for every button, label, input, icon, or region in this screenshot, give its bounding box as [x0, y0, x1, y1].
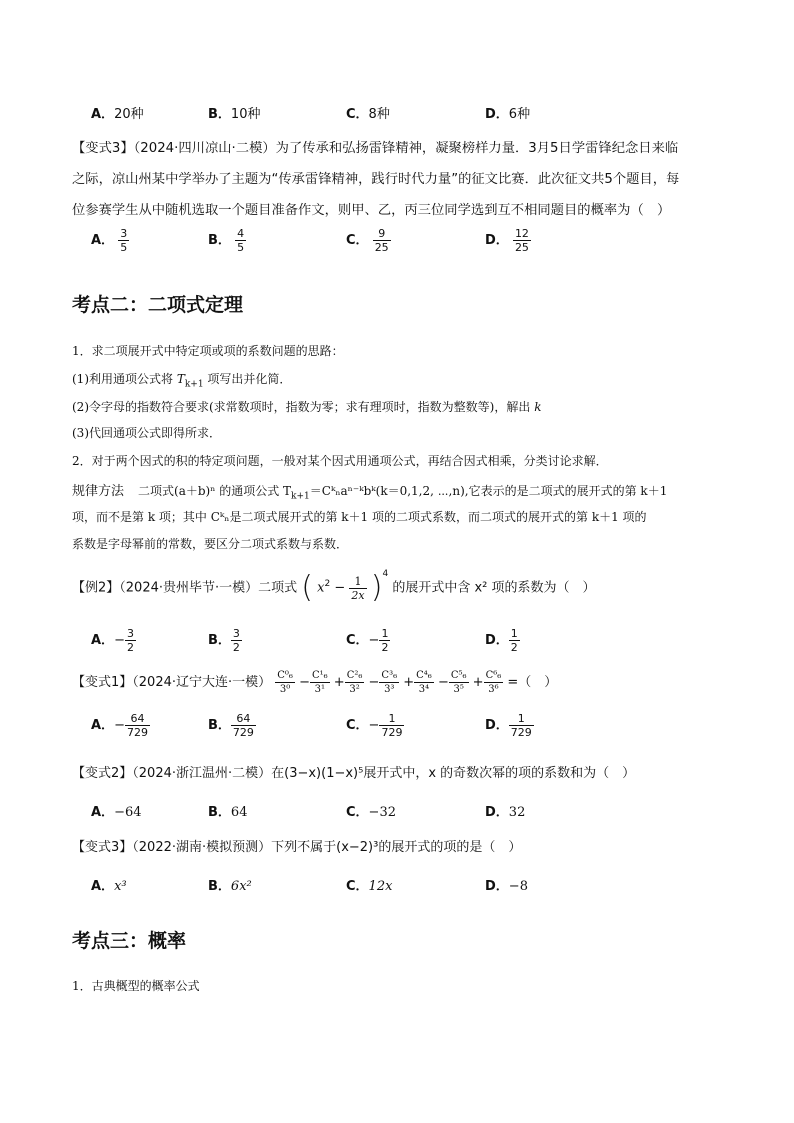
sign: − — [114, 633, 125, 648]
option-text: −8 — [508, 879, 528, 894]
fraction — [484, 669, 504, 696]
denominator: 2 — [510, 641, 518, 654]
math-op: + — [403, 675, 415, 690]
option-letter: B． — [208, 107, 231, 122]
numerator: 1 — [379, 712, 404, 726]
option-letter: C． — [346, 233, 369, 248]
fraction — [414, 669, 434, 696]
numerator: 12 — [514, 227, 529, 240]
option-text: 10种 — [230, 107, 261, 122]
variant1-option-a — [91, 712, 150, 739]
text-run: (1)利用通项公式将 — [72, 372, 177, 386]
denominator: 3⁶ — [488, 684, 499, 695]
denominator: 3¹ — [314, 684, 325, 695]
rule-label: 规律方法 — [72, 484, 125, 499]
section2-p5: 2．对于两个因式的积的特定项问题，一般对某个因式用通项公式，再结合因式相乘，分类讨论求解． — [72, 454, 608, 468]
variant3a-line3: 位参赛学生从中随机选取一个题目准备作文，则甲、乙，丙三位同学选到互不相同题目的概率为（ ） — [72, 203, 671, 218]
variant2-option-b — [208, 801, 247, 820]
option-text: −32 — [368, 805, 396, 820]
option-letter: C． — [346, 805, 369, 820]
option-text: x³ — [114, 879, 127, 894]
variant3a-option-a — [91, 227, 129, 254]
fraction — [373, 227, 391, 254]
option-a — [91, 103, 144, 122]
fraction — [509, 712, 534, 739]
option-letter: C． — [346, 107, 369, 122]
fraction — [235, 227, 246, 254]
numerator: 3 — [120, 227, 128, 240]
sign: − — [114, 718, 125, 733]
example2-option-d — [485, 627, 520, 654]
numerator: 1 — [510, 627, 518, 640]
denominator: 3⁴ — [418, 684, 430, 695]
variant1-option-c — [346, 712, 404, 739]
math-op: + — [472, 675, 484, 690]
example2-option-c — [346, 627, 390, 654]
sign: − — [368, 718, 380, 733]
denominator: 25 — [374, 241, 389, 254]
section3-title: 考点三：概率 — [72, 930, 187, 952]
option-letter: D． — [485, 718, 509, 733]
example2-question — [72, 569, 596, 605]
fraction — [125, 712, 150, 739]
option-text: 12x — [368, 879, 393, 894]
numerator: 3 — [126, 627, 134, 640]
fraction — [231, 712, 256, 739]
option-letter: D． — [485, 633, 509, 648]
option-letter: C． — [346, 879, 369, 894]
numerator: 4 — [237, 227, 245, 240]
variant3b-question: 【变式3】（2022·湖南·模拟预测）下列不属于(x−2)³的展开式的项的是（ ） — [72, 840, 522, 855]
math-op: − — [299, 675, 310, 690]
question-prefix: 【变式1】（2024·辽宁大连·一模） — [72, 675, 272, 690]
fraction — [125, 627, 136, 654]
option-letter: D． — [485, 805, 509, 820]
text-run: 项写出并化简． — [203, 372, 292, 386]
text-run: ＝Cᵏₙaⁿ⁻ᵏbᵏ(k＝0,1,2, ⋯,n),它表示的是二项式的展开式的第 k＋1 — [309, 484, 668, 498]
option-text: 8种 — [368, 107, 390, 122]
variant2-option-d — [485, 801, 525, 820]
section2-p6 — [72, 480, 667, 501]
fraction — [118, 227, 129, 254]
section2-p2 — [72, 370, 291, 389]
fraction — [509, 627, 520, 654]
denominator: 2 — [126, 641, 134, 654]
denominator: 3⁰ — [279, 684, 291, 695]
variant3a-line2: 之际，凉山州某中学举办了主题为“传承雷锋精神，践行时代力量”的征文比赛．此次征文共5个题目，每 — [72, 172, 680, 187]
option-letter: D． — [485, 879, 509, 894]
variant3b-option-a — [91, 875, 127, 894]
math-op: − — [437, 675, 449, 690]
text-run: 二项式(a＋b)ⁿ 的通项公式 T — [138, 484, 292, 498]
option-letter: B． — [208, 879, 231, 894]
denominator: 5 — [237, 241, 245, 254]
option-letter: A． — [91, 805, 115, 820]
denominator: 25 — [514, 241, 529, 254]
option-letter: B． — [208, 233, 231, 248]
question-suffix: 的展开式中含 x² 项的系数为（ ） — [392, 580, 596, 596]
sign: − — [368, 633, 380, 648]
fraction — [379, 712, 404, 739]
option-letter: B． — [208, 633, 231, 648]
numerator: 9 — [373, 227, 391, 241]
variant3b-option-c — [346, 875, 392, 894]
numerator: C⁵₆ — [450, 670, 467, 681]
numerator: 64 — [125, 712, 150, 726]
denominator: 2x — [351, 588, 365, 602]
variant1-option-b — [208, 712, 256, 739]
fraction — [310, 669, 330, 696]
variant2-option-c — [346, 801, 396, 820]
fraction — [513, 227, 531, 254]
example2-option-a — [91, 627, 136, 654]
option-letter: A． — [91, 107, 115, 122]
section2-p7: 项，而不是第 k 项；其中 Cᵏₙ是二项式展开式的第 k＋1 项的二项式系数，而二项式的展开式的第 k＋1 项的 — [72, 510, 647, 524]
option-letter: C． — [346, 633, 369, 648]
section2-p4: (3)代回通项公式即得所求． — [72, 426, 221, 440]
numerator: 1 — [509, 712, 534, 726]
fraction — [379, 669, 399, 696]
numerator: 1 — [381, 627, 389, 640]
question-prefix: 【例2】（2024·贵州毕节·一模）二项式 — [72, 580, 298, 596]
left-paren: ( — [301, 570, 313, 605]
math-var: T — [176, 372, 185, 386]
option-text: 64 — [230, 805, 248, 820]
variant1-option-d — [485, 712, 534, 739]
option-letter: D． — [485, 233, 509, 248]
denominator: 2 — [232, 641, 240, 654]
denominator: 3³ — [384, 684, 395, 695]
numerator: C⁶₆ — [485, 670, 502, 681]
math-sub: k+1 — [184, 379, 204, 390]
example2-option-b — [208, 627, 242, 654]
option-text: 20种 — [114, 107, 144, 122]
variant2-option-a — [91, 801, 142, 820]
numerator: 3 — [232, 627, 240, 640]
math-op: + — [333, 675, 345, 690]
option-text: 6x² — [230, 879, 252, 894]
denominator: 3² — [349, 684, 360, 695]
math-op: − — [368, 675, 380, 690]
denominator: 2 — [381, 641, 389, 654]
numerator: C⁰₆ — [277, 670, 293, 681]
section2-title: 考点二：二项式定理 — [72, 294, 244, 316]
fraction — [231, 627, 242, 654]
denominator: 3⁵ — [453, 684, 464, 695]
option-text: −64 — [114, 805, 142, 820]
math-sub: k+1 — [291, 491, 310, 502]
section3-p1: 1．古典概型的概率公式 — [72, 979, 200, 993]
variant3a-option-d — [485, 227, 531, 254]
variant3b-option-d — [485, 875, 528, 894]
denominator: 729 — [381, 726, 403, 739]
variant3a-option-c — [346, 227, 391, 254]
option-text: 32 — [508, 805, 526, 820]
numerator: 1 — [349, 575, 366, 589]
math-op: − — [334, 580, 346, 596]
variant3a-line1: 【变式3】（2024·四川凉山·二模）为了传承和弘扬雷锋精神，凝聚榜样力量．3月5日学雷锋纪念日来临 — [72, 141, 679, 156]
option-c — [346, 103, 390, 122]
fraction — [345, 669, 365, 696]
variant3b-option-b — [208, 875, 252, 894]
section2-p3 — [72, 398, 541, 415]
option-letter: A． — [91, 633, 115, 648]
option-letter: A． — [91, 718, 115, 733]
denominator: 729 — [126, 726, 148, 739]
fraction — [349, 575, 366, 602]
math-var: x — [317, 580, 325, 596]
denominator: 729 — [510, 726, 532, 739]
numerator: C²₆ — [346, 670, 363, 681]
option-letter: A． — [91, 879, 115, 894]
variant3a-option-b — [208, 227, 246, 254]
option-letter: D． — [485, 107, 509, 122]
option-letter: B． — [208, 718, 231, 733]
option-letter: C． — [346, 718, 369, 733]
section2-p8: 系数是字母幂前的常数，要区分二项式系数与系数． — [72, 537, 349, 551]
section2-p1: 1．求二项展开式中特定项或项的系数问题的思路： — [72, 344, 344, 358]
option-letter: B． — [208, 805, 231, 820]
option-d — [485, 103, 530, 122]
right-paren: ) — [370, 570, 383, 605]
math-sup: 2 — [324, 579, 331, 590]
math-sup: 4 — [382, 569, 389, 580]
denominator: 729 — [232, 726, 254, 739]
option-b — [208, 103, 260, 122]
denominator: 5 — [120, 241, 128, 254]
fraction — [275, 669, 295, 696]
variant1-question — [72, 669, 557, 696]
fraction — [379, 627, 390, 654]
numerator: 64 — [231, 712, 256, 726]
text-run: (2)令字母的指数符合要求(求常数项时，指数为零；求有理项时，指数为整数等)，解出 — [72, 400, 535, 414]
option-letter: A． — [91, 233, 115, 248]
numerator: C³₆ — [381, 670, 398, 681]
variant2-question: 【变式2】（2024·浙江温州·二模）在(3−x)(1−x)⁵展开式中，x 的奇数次幂的项的系数和为（ ） — [72, 766, 636, 781]
option-text: 6种 — [508, 107, 531, 122]
fraction — [449, 669, 469, 696]
numerator: C¹₆ — [311, 670, 328, 681]
math-var: k — [534, 400, 542, 414]
question-suffix: =（ ） — [507, 675, 558, 690]
numerator: C⁴₆ — [416, 670, 432, 681]
